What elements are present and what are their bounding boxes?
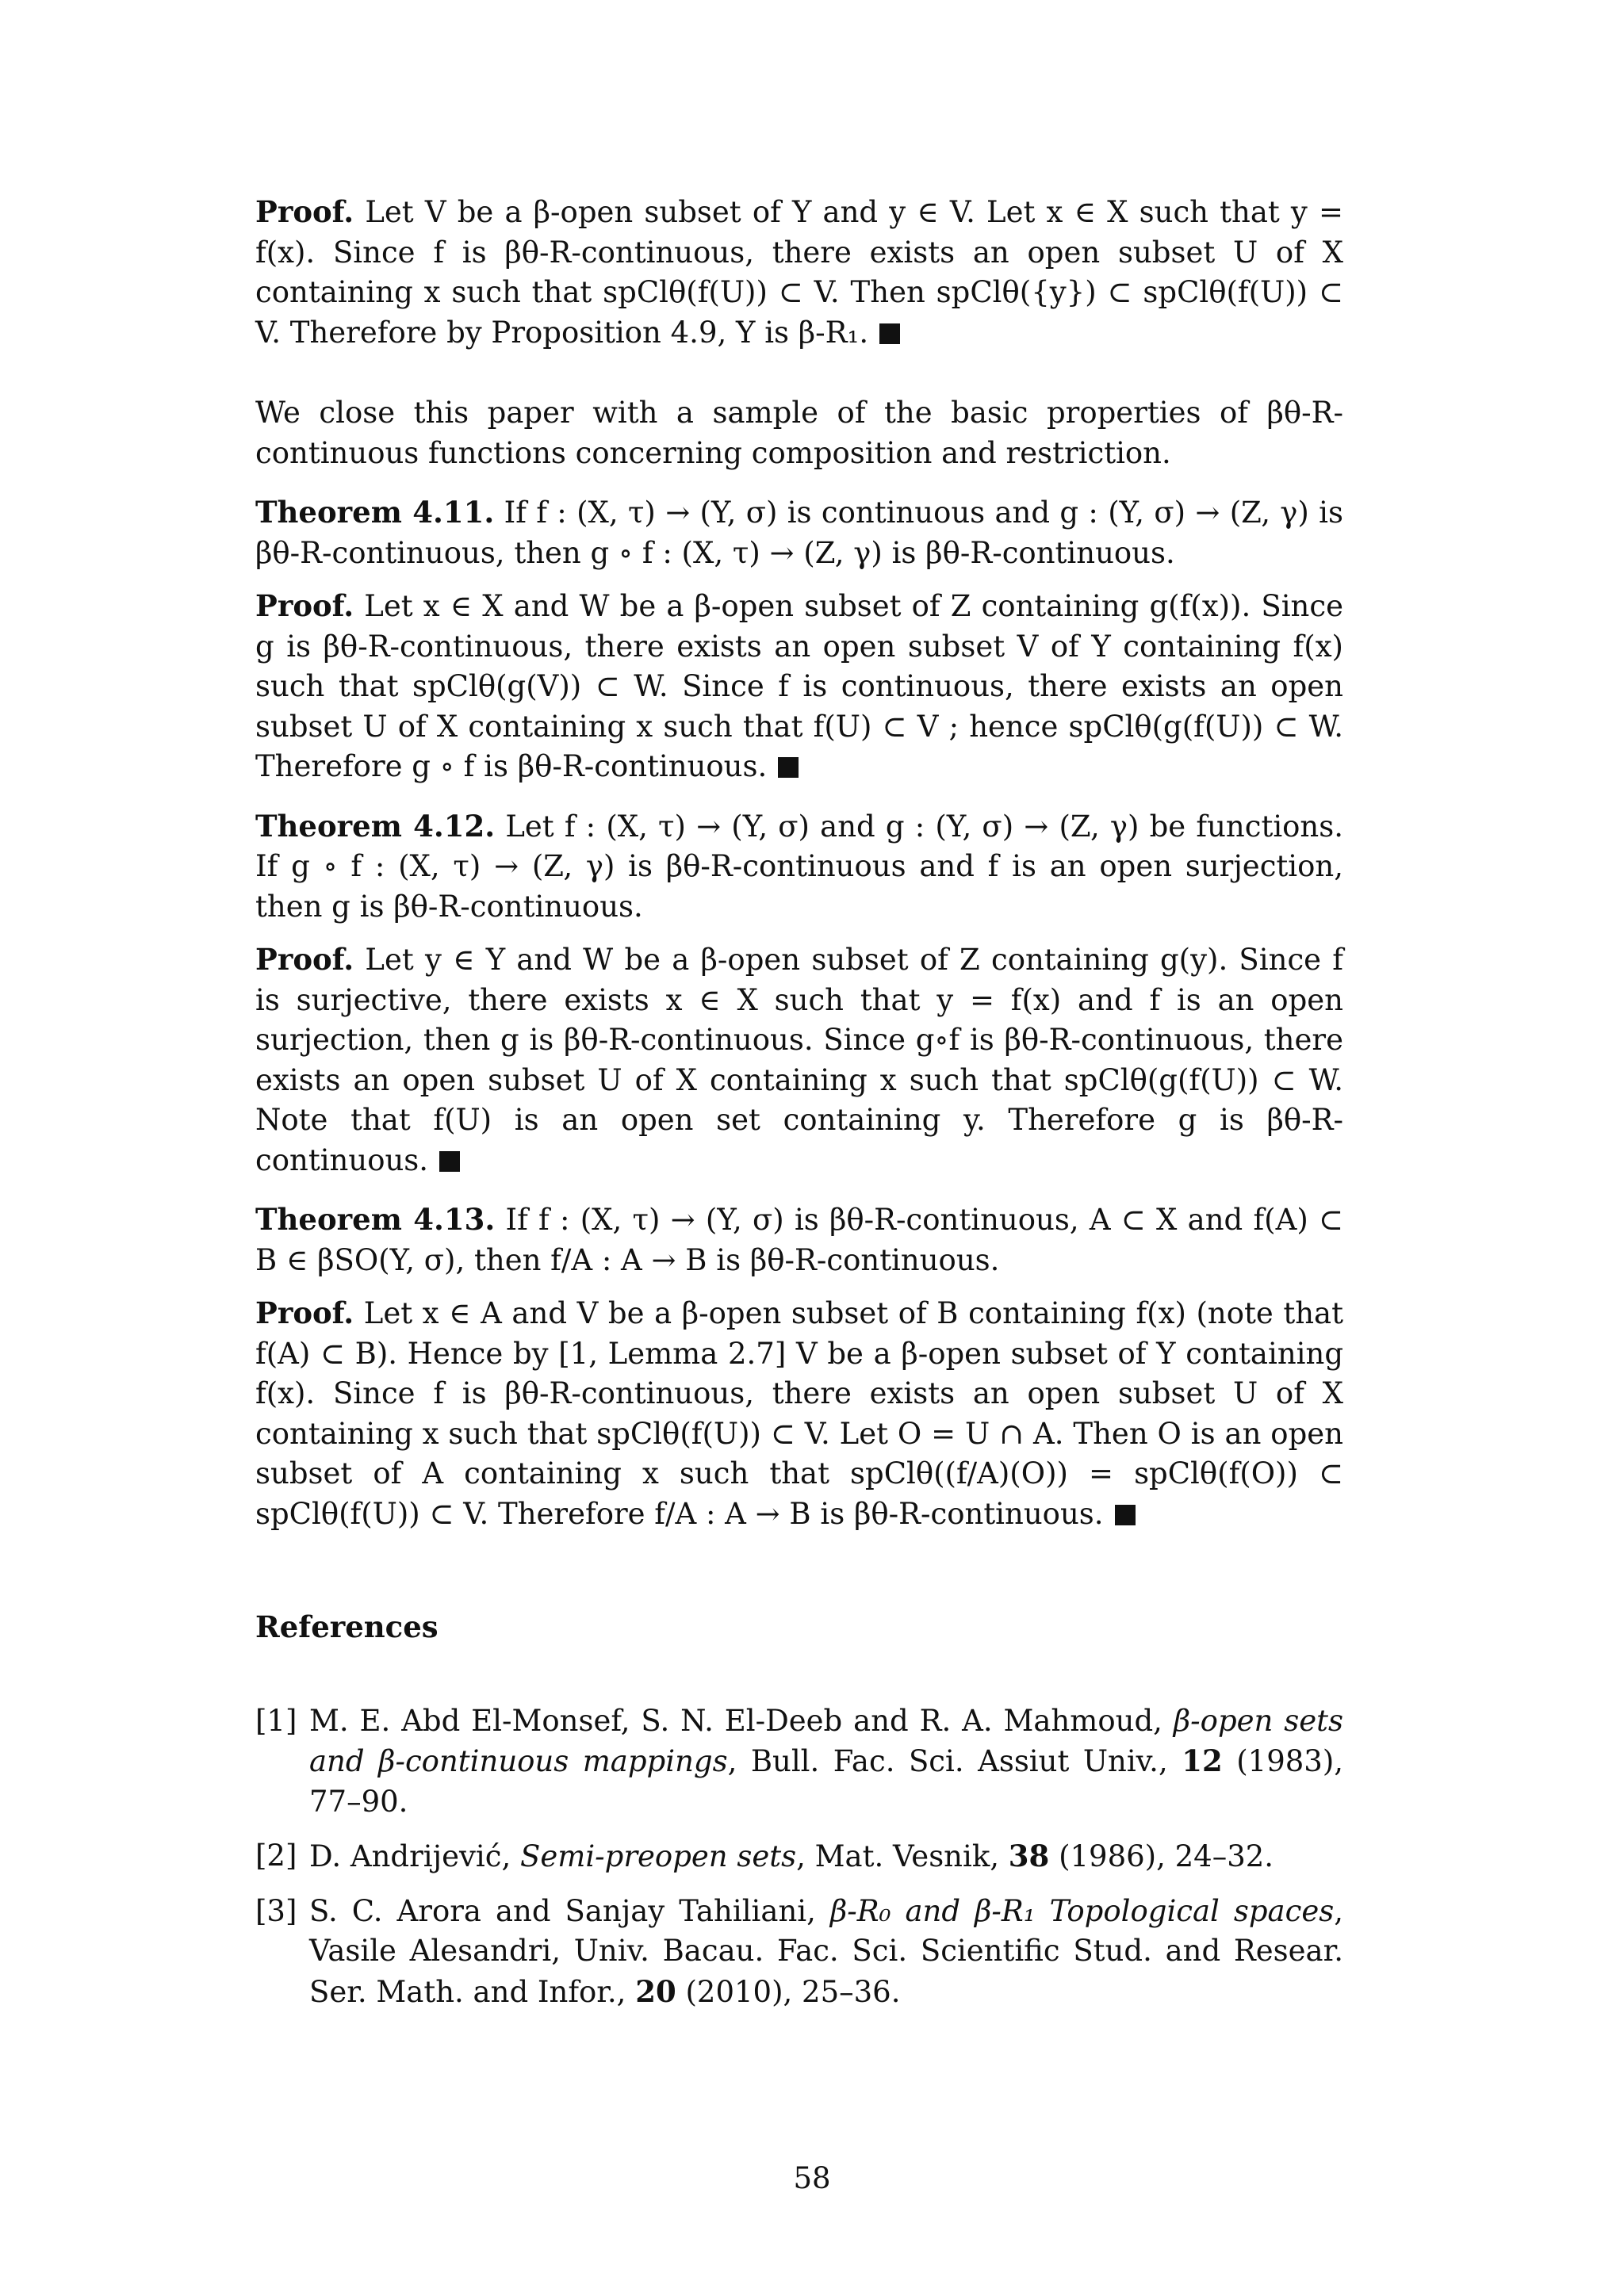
qed-square-icon bbox=[439, 1151, 460, 1172]
theorem-4-12 bbox=[255, 806, 1343, 928]
proof-label: Proof. bbox=[255, 194, 354, 229]
proof-4-12 bbox=[255, 939, 1343, 1181]
reference-body bbox=[309, 1701, 1343, 1823]
reference-number: [2] bbox=[255, 1839, 297, 1873]
paper-page bbox=[255, 192, 1343, 2012]
proof-text: Let y ∈ Y and W be a β-open subset of Z containing g(y). Since f is surjective, there exists x ∈ X such that y = f(x) and f is an open surjection, then g is βθ-R-continuous. Since g∘f is βθ-R-continuous, there exists an open subset U of X containing x such that spClθ(g(f(U)) ⊂ W. Note that f(U) is an open set containing y. Therefore g is βθ-R-continuous. bbox=[255, 943, 1343, 1177]
reference-authors: D. Andrijević, bbox=[309, 1839, 511, 1873]
reference-title: Semi-preopen sets bbox=[519, 1839, 797, 1873]
proof-label: Proof. bbox=[255, 942, 354, 977]
reference-item-2 bbox=[255, 1836, 1343, 1877]
reference-list bbox=[255, 1701, 1343, 2013]
proof-text: Let x ∈ X and W be a β-open subset of Z containing g(f(x)). Since g is βθ-R-continuous, there exists an open subset V of Y containing f(x) such that spClθ(g(V)) ⊂ W. Since f is continuous, there exists an open subset U of X containing x such that f(U) ⊂ V ; hence spClθ(g(f(U)) ⊂ W. Therefore g ∘ f is βθ-R-continuous. bbox=[255, 589, 1343, 783]
theorem-text: Let f : (X, τ) → (Y, σ) and g : (Y, σ) → (Z, γ) be functions. If g ∘ f : (X, τ) → (Z, γ) is βθ-R-continuous and f is an open surjection, then g is βθ-R-continuous. bbox=[255, 809, 1344, 924]
theorem-4-13 bbox=[255, 1200, 1343, 1280]
reference-authors: S. C. Arora and Sanjay Tahiliani, bbox=[309, 1893, 816, 1928]
reference-title: β-R₀ and β-R₁ Topological spaces bbox=[829, 1893, 1335, 1928]
reference-authors: M. E. Abd El-Monsef, S. N. El-Deeb and R. A. Mahmoud, bbox=[309, 1703, 1162, 1738]
reference-rest: (2010), 25–36. bbox=[685, 1974, 901, 2009]
theorem-4-11 bbox=[255, 492, 1343, 573]
theorem-label: Theorem 4.11. bbox=[255, 495, 495, 530]
proof-4-11 bbox=[255, 586, 1343, 787]
reference-number: [3] bbox=[255, 1893, 297, 1928]
reference-journal: , Mat. Vesnik, bbox=[796, 1839, 1000, 1873]
proof-text: Let x ∈ A and V be a β-open subset of B containing f(x) (note that f(A) ⊂ B). Hence by [1, Lemma 2.7] V be a β-open subset of Y containing f(x). Since f is βθ-R-continuous, there exists an open subset U of X containing x such that spClθ(f(U)) ⊂ V. Let O = U ∩ A. Then O is an open subset of A containing x such that spClθ((f/A)(O)) = spClθ(f(O)) ⊂ spClθ(f(U)) ⊂ V. Therefore f/A : A → B is βθ-R-continuous. bbox=[255, 1296, 1343, 1531]
theorem-text: If f : (X, τ) → (Y, σ) is βθ-R-continuous, A ⊂ X and f(A) ⊂ B ∈ βSO(Y, σ), then f/A : A → B is βθ-R-continuous. bbox=[255, 1203, 1344, 1277]
reference-journal: , Vasile Alesandri, Univ. Bacau. Fac. Sci. Scientific Stud. and Resear. Ser. Math. and Infor., bbox=[309, 1893, 1343, 2009]
theorem-text: If f : (X, τ) → (Y, σ) is continuous and g : (Y, σ) → (Z, γ) is βθ-R-continuous, then g ∘ f : (X, τ) → (Z, γ) is βθ-R-continuous. bbox=[255, 496, 1344, 570]
reference-body bbox=[309, 1892, 1343, 2013]
reference-volume: 20 bbox=[635, 1973, 676, 2009]
closing-paragraph: We close this paper with a sample of the basic properties of βθ-R-continuous functions concerning composition and restriction. bbox=[255, 396, 1343, 470]
qed-square-icon bbox=[1115, 1505, 1136, 1525]
proof-4-13 bbox=[255, 1293, 1343, 1534]
reference-title: β-open sets and β-continuous mappings bbox=[309, 1703, 1343, 1778]
proof-label: Proof. bbox=[255, 1295, 354, 1330]
proof-text: Let V be a β-open subset of Y and y ∈ V. Let x ∈ X such that y = f(x). Since f is βθ-R-continuous, there exists an open subset U of X containing x such that spClθ(f(U)) ⊂ V. Then spClθ({y}) ⊂ spClθ(f(U)) ⊂ V. Therefore by Proposition 4.9, Y is β-R₁. bbox=[255, 195, 1343, 350]
reference-journal: , Bull. Fac. Sci. Assiut Univ., bbox=[727, 1744, 1168, 1778]
reference-volume: 12 bbox=[1182, 1743, 1223, 1778]
theorem-label: Theorem 4.12. bbox=[255, 808, 496, 844]
qed-square-icon bbox=[778, 757, 799, 778]
reference-number: [1] bbox=[255, 1703, 297, 1738]
theorem-label: Theorem 4.13. bbox=[255, 1202, 496, 1237]
proof-4-10 bbox=[255, 192, 1343, 353]
reference-item-1 bbox=[255, 1701, 1343, 1823]
reference-item-3 bbox=[255, 1892, 1343, 2013]
reference-body bbox=[309, 1836, 1343, 1877]
page-number: 58 bbox=[793, 2161, 831, 2195]
proof-label: Proof. bbox=[255, 588, 354, 623]
reference-rest: (1983), 77–90. bbox=[309, 1744, 1344, 1819]
references-heading: References bbox=[255, 1609, 439, 1644]
qed-square-icon bbox=[879, 323, 900, 344]
reference-rest: (1986), 24–32. bbox=[1059, 1839, 1274, 1873]
reference-volume: 38 bbox=[1008, 1839, 1050, 1873]
